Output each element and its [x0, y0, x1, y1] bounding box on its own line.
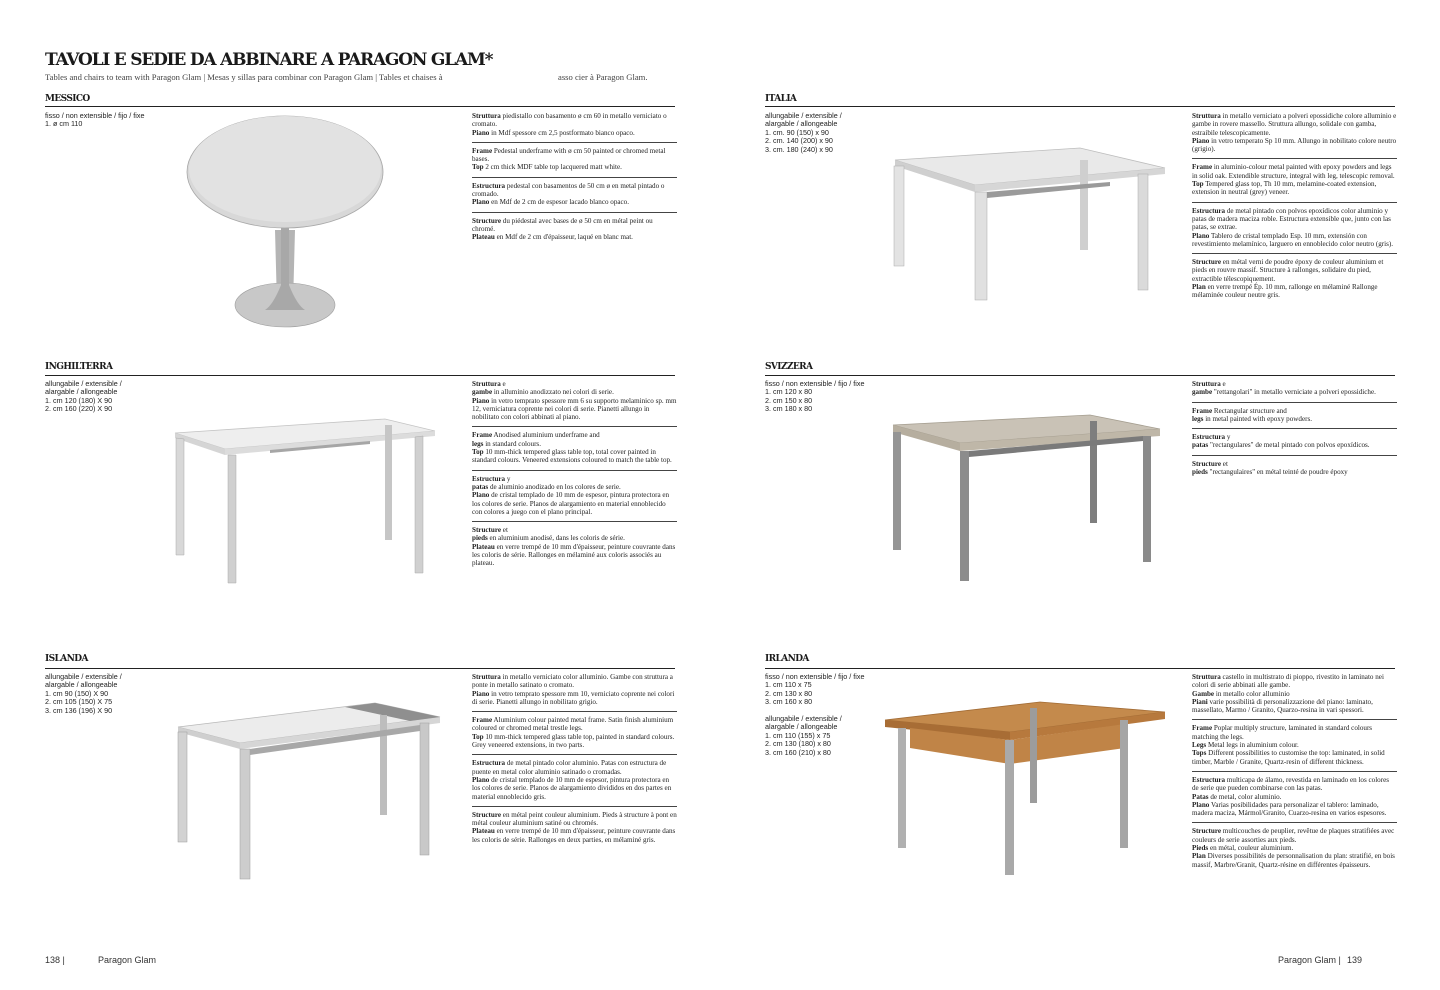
rule-italia [765, 106, 1395, 107]
desc-keyword: gambe [1192, 388, 1213, 397]
desc-keyword: Struttura [472, 380, 501, 388]
desc-text: Different possibilities to customise the top: laminated, in solid timber, Marble / Granite, Quartz-resin of different thickness. [1192, 749, 1385, 766]
desc-keyword: Frame [472, 146, 493, 155]
desc-keyword: Plateau [472, 542, 495, 551]
desc-text: en Mdf de 2 cm d'épaisseur, laqué en blanc mat. [494, 233, 633, 242]
desc-text: de aluminio anodizado en los colores de serie. [488, 482, 621, 491]
desc-text: varie possibilità di personalizzazione del piano: laminato, massellato, Marmo / Granito, Quarzo-resina in vari spessori. [1192, 697, 1373, 715]
product-heading-irlanda: IRLANDA [765, 654, 809, 664]
desc-keyword: pieds [1192, 468, 1208, 477]
desc-text: in vetro temprato spessore mm 6 su supporto melaminico sp. mm 12, verniciatura coprente nei colori di serie. Pianetti allungo in nobilitato con colori abbinati al piano. [472, 396, 677, 422]
desc-keyword: Plano [1192, 231, 1210, 240]
desc-text: multicapa de álamo, revestida en laminado en los colores de serie que pueden combinarse con las patas. [1192, 775, 1389, 793]
desc-text: 10 mm-thick tempered glass table top, painted in standard colours. Grey veneered extensions, in two parts. [472, 732, 675, 750]
desc-keyword: Structure [472, 216, 502, 225]
desc-text: in Mdf spessore cm 2,5 postformato bianco opaco. [489, 128, 635, 137]
desc-block [472, 475, 677, 522]
page-subtitle-end: asso cier à Paragon Glam. [558, 72, 648, 82]
desc-text: Poplar multiply structure, laminated in standard colours matching the legs. [1192, 724, 1373, 741]
desc-keyword: Piano [472, 396, 490, 405]
page-number-left: 138 | [45, 955, 65, 965]
desc-text: "rectangulares" de metal pintado con polvos epoxídicos. [1208, 441, 1370, 450]
desc-text: du piédestal avec bases de ø 50 cm en métal peint ou chromé. [472, 216, 653, 233]
desc-text: in alluminio anodizzato nei colori di serie. [492, 388, 614, 397]
desc-keyword: patas [472, 482, 489, 491]
desc-block [472, 673, 677, 712]
product-specs-islanda: allungabile / extensible / alargable / allongeable 1. cm 90 (150) X 90 2. cm 105 (150) X 75 3. cm 136 (196) X 90 [45, 672, 122, 715]
desc-keyword: pieds [472, 534, 488, 543]
desc-text: en verre trempé Ép. 10 mm, rallonge en mélaminé Rallonge mélaminée couleur neutre gris. [1192, 283, 1378, 300]
desc-keyword: Structure [1192, 258, 1222, 267]
desc-keyword: Frame [472, 431, 493, 440]
product-desc-islanda [472, 673, 677, 853]
desc-text: "rectangulaires" en métal teinté de poudre époxy [1207, 468, 1348, 477]
desc-text: de metal, color aluminio. [1208, 792, 1282, 801]
table-image-svizzera [885, 405, 1165, 585]
desc-keyword: Struttura [472, 673, 501, 681]
rule-svizzera [765, 375, 1395, 376]
desc-text: "rettangolari" in metallo verniciate a polveri epossidiche. [1212, 388, 1376, 397]
desc-text: Tablero de cristal templado Esp. 10 mm, extensión con revestimiento melamínico, larguero en ennoblecido color neutro (gris). [1192, 231, 1393, 248]
desc-keyword: Estructura [472, 474, 506, 483]
desc-keyword: Top [472, 163, 484, 172]
desc-block [472, 716, 677, 755]
desc-text: in metallo color alluminio [1214, 689, 1290, 698]
desc-text: Pedestal underframe with ø cm 50 painted or chromed metal bases. [472, 146, 666, 164]
desc-keyword: Plano [472, 775, 490, 784]
product-desc-inghilterra [472, 380, 677, 577]
desc-text: in metal painted with epoxy powders. [1203, 414, 1312, 423]
table-image-irlanda [880, 698, 1170, 878]
desc-text: de metal pintado color aluminio. Patas con estructura de puente en metal color aluminio satinado o cromadas. [472, 759, 667, 776]
desc-keyword: Struttura [1192, 380, 1221, 388]
brand-right: Paragon Glam | [1278, 955, 1341, 965]
desc-keyword: gambe [472, 388, 493, 397]
desc-block [1192, 207, 1397, 254]
desc-block [1192, 827, 1397, 873]
desc-keyword: Estructura [472, 181, 506, 190]
product-specs-inghilterra: allungabile / extensible / alargable / allongeable 1. cm 120 (180) X 90 2. cm 160 (220) X 90 [45, 379, 122, 414]
product-desc-italia [1192, 112, 1397, 309]
product-desc-irlanda [1192, 673, 1397, 878]
page-subtitle: Tables and chairs to team with Paragon Glam | Mesas y sillas para combinar con Paragon Glam | Tables et chaises à [45, 72, 443, 82]
desc-block [1192, 673, 1397, 720]
desc-block [1192, 460, 1397, 482]
rule-islanda [45, 668, 675, 669]
desc-keyword: Plano [472, 491, 490, 500]
desc-keyword: Patas [1192, 792, 1209, 801]
desc-keyword: Piani [1192, 697, 1208, 706]
desc-text: en verre trempé de 10 mm d'épaisseur, peinture couvrante dans les coloris de série. Rallonges en deux parties, en mélaminé gris. [472, 827, 676, 844]
desc-keyword: Estructura [1192, 206, 1226, 215]
desc-text: in metallo verniciato a polveri epossidiche colore alluminio e gambe in rovere massello. Struttura allungo, solidale con gamba, estraibile telescopicamente. [1192, 112, 1397, 137]
desc-keyword: Plan [1192, 283, 1206, 292]
desc-text: multicouches de peuplier, revêtue de plaques stratifiées avec couleurs de serie assorties aux pieds. [1192, 827, 1395, 844]
page-number-right: 139 [1347, 955, 1363, 965]
desc-text: piedistallo con basamento ø cm 60 in metallo verniciato o cromato. [472, 112, 667, 129]
desc-block [472, 380, 677, 427]
desc-block [472, 526, 677, 572]
desc-text: 2 cm thick MDF table top lacquered matt white. [483, 163, 622, 172]
desc-block [1192, 407, 1397, 430]
desc-keyword: Top [472, 732, 484, 741]
desc-block [1192, 776, 1397, 823]
desc-keyword: Struttura [472, 112, 501, 120]
desc-block [472, 147, 677, 178]
table-image-islanda [170, 695, 445, 885]
desc-keyword: Frame [472, 716, 493, 725]
product-specs-italia: allungabile / extensible / alargable / allongeable 1. cm. 90 (150) x 90 2. cm. 140 (200) x 90 3. cm. 180 (240) x 90 [765, 111, 842, 154]
desc-keyword: Frame [1192, 406, 1213, 415]
desc-text: en métal peint couleur aluminium. Pieds à structure à pont en métal couleur aluminium satiné ou chromés. [472, 810, 677, 828]
brand-left: Paragon Glam [98, 955, 157, 965]
desc-keyword: Struttura [1192, 673, 1221, 681]
desc-text: en métal verni de poudre époxy de couleur aluminium et pieds en rouvre massif. Structure à rallonges, solidaire du pied, extractible télescopiquement. [1192, 258, 1384, 283]
product-heading-inghilterra: INGHILTERRA [45, 362, 113, 372]
desc-block [472, 811, 677, 849]
desc-keyword: patas [1192, 441, 1209, 450]
desc-text: e [500, 380, 506, 388]
desc-text: en Mdf de 2 cm de espesor lacado blanco opaco. [489, 198, 629, 207]
desc-keyword: Gambe [1192, 689, 1215, 698]
product-specs-svizzera: fisso / non extensible / fijo / fixe 1. cm 120 x 80 2. cm 150 x 80 3. cm 180 x 80 [765, 379, 865, 414]
desc-keyword: Structure [472, 810, 502, 819]
desc-text: in metallo verniciato color alluminio. Gambe con struttura a ponte in metallo satinato o cromato. [472, 673, 673, 690]
desc-keyword: Structure [1192, 459, 1222, 468]
desc-keyword: Plateau [472, 827, 495, 836]
product-specs-irlanda: fisso / non extensible / fijo / fixe 1. cm 110 x 75 2. cm 130 x 80 3. cm 160 x 80 allungabile / extensible / alargable / allongeable 1. cm 110 (155) x 75 2. cm 130 (180) x 80 3. cm 160 (210) x 80 [765, 672, 865, 757]
desc-text: Rectangular structure and [1212, 406, 1287, 415]
desc-keyword: Frame [1192, 724, 1213, 733]
desc-text: y [1225, 433, 1231, 442]
product-heading-svizzera: SVIZZERA [765, 362, 813, 372]
desc-text: 10 mm-thick tempered glass table top, total cover painted in standard colours. Veneered extensions coloured to match the table top. [472, 448, 672, 465]
desc-block [472, 112, 677, 143]
desc-keyword: Legs [1192, 741, 1207, 750]
product-heading-messico: MESSICO [45, 94, 90, 104]
desc-keyword: Estructura [472, 759, 506, 768]
desc-text: e [1220, 380, 1226, 388]
desc-keyword: Struttura [1192, 112, 1221, 120]
product-heading-islanda: ISLANDA [45, 654, 88, 664]
desc-keyword: Plan [1192, 852, 1206, 861]
desc-block [1192, 258, 1397, 304]
desc-keyword: Frame [1192, 163, 1213, 172]
desc-keyword: legs [472, 439, 484, 448]
desc-block [472, 182, 677, 213]
desc-block [472, 759, 677, 806]
desc-text: Diverses possibilités de personnalisation du plan: stratifié, en bois massif, Marbre/Granit, Quartz-résine en différentes épaisseurs. [1192, 852, 1395, 869]
desc-keyword: Structure [472, 526, 502, 535]
desc-keyword: Structure [1192, 827, 1222, 836]
desc-keyword: Plateau [472, 233, 495, 242]
desc-block [472, 431, 677, 470]
desc-text: et [1221, 459, 1228, 468]
desc-text: in standard colours. [483, 439, 541, 448]
desc-keyword: Piano [1192, 136, 1210, 145]
desc-text: Anodised aluminium underframe and [492, 431, 600, 440]
desc-block [472, 217, 677, 247]
desc-keyword: Pieds [1192, 844, 1209, 853]
product-desc-svizzera [1192, 380, 1397, 485]
product-specs-messico: fisso / non extensible / fijo / fixe 1. ø cm 110 [45, 111, 145, 129]
desc-block [1192, 724, 1397, 771]
desc-keyword: Tops [1192, 749, 1207, 758]
desc-text: y [505, 474, 511, 483]
desc-text: in vetro temprato spessore mm 10, verniciato coprente nei colori di serie. Pianetti allungo in nobilitato grigio. [472, 689, 675, 706]
desc-text: pedestal con basamentos de 50 cm ø en metal pintado o cromado. [472, 181, 665, 199]
desc-text: de cristal templado de 10 mm de espesor, pintura protectora en los colores de serie. Planos de alargamiento en material ennoblecido con colores a juego con el plano principal. [472, 491, 670, 516]
table-image-inghilterra [170, 405, 440, 590]
desc-keyword: Piano [472, 128, 490, 137]
table-image-italia [880, 140, 1170, 310]
desc-block [1192, 380, 1397, 403]
desc-text: in aluminio-colour metal painted with epoxy powders and legs in solid oak. Extendible structure, integral with leg, telescopic removal. [1192, 163, 1395, 180]
desc-keyword: Estructura [1192, 775, 1226, 784]
desc-text: et [501, 526, 508, 535]
desc-text: en métal, couleur aluminium. [1208, 844, 1294, 853]
desc-keyword: Piano [472, 689, 490, 698]
desc-keyword: Plano [472, 198, 490, 207]
desc-keyword: Top [1192, 180, 1204, 189]
rule-messico [45, 106, 675, 107]
product-desc-messico [472, 112, 677, 251]
desc-block [1192, 163, 1397, 202]
desc-block [1192, 112, 1397, 159]
table-image-messico [185, 110, 385, 335]
desc-text: Tempered glass top, Th 10 mm, melamine-coated extension, extension in neutral (grey) veneer. [1192, 180, 1377, 197]
page-title: TAVOLI E SEDIE DA ABBINARE A PARAGON GLAM* [45, 50, 493, 70]
product-heading-italia: ITALIA [765, 94, 797, 104]
desc-keyword: Top [472, 448, 484, 457]
desc-block [1192, 433, 1397, 456]
desc-text: en verre trempé de 10 mm d'épaisseur, peinture couvrante dans les coloris de série. Rallonges en mélaminé aux coloris associés au plateau. [472, 542, 676, 568]
desc-text: castello in multistrato di pioppo, rivestito in laminato nei colori di serie abbinati alle gambe. [1192, 673, 1384, 690]
desc-text: Aluminium colour painted metal frame. Satin finish aluminium coloured or chromed metal trestle legs. [472, 716, 674, 733]
desc-text: in vetro temperato Sp 10 mm. Allungo in nobilitato colore neutro (grigio). [1192, 136, 1397, 154]
desc-text: de metal pintado con polvos epoxídicos color aluminio y patas de madera maciza roble. Estructura extensible que, junto con las patas, se extrae. [1192, 206, 1391, 232]
desc-text: de cristal templado de 10 mm de espesor, pintura protectora en los colores de serie. Planos de alargamiento divididos en dos partes en material ennoblecido gris. [472, 775, 672, 801]
desc-text: Varias posibilidades para personalizar el tablero: laminado, madera maciza, Mármol/Granito, Cuarzo-resina en varios espesores. [1192, 800, 1387, 818]
desc-keyword: legs [1192, 414, 1204, 423]
desc-keyword: Plano [1192, 800, 1210, 809]
rule-irlanda [765, 668, 1395, 669]
desc-keyword: Estructura [1192, 433, 1226, 442]
rule-inghilterra [45, 375, 675, 376]
desc-text: en aluminium anodisé, dans les coloris de série. [487, 534, 625, 543]
desc-text: Metal legs in aluminium colour. [1206, 741, 1299, 750]
